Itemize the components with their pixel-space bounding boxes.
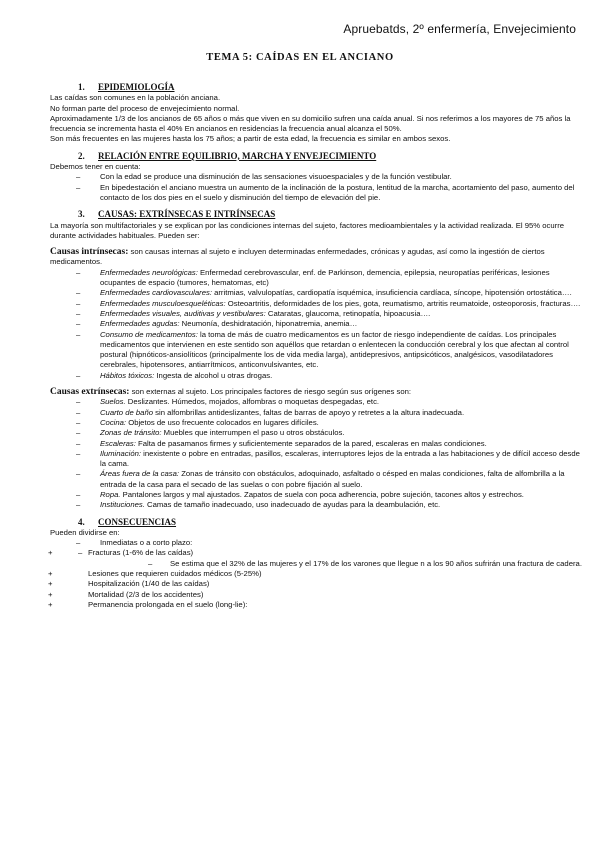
- list-item: – Enfermedades musculoesqueléticas: Osteoartritis, deformidades de los pies, gota, reumatismo, artritis reumatoide, osteoporosis, fracturas….: [88, 299, 585, 309]
- intrinsic-causes-heading: Causas intrínsecas:: [50, 247, 129, 258]
- list-item: – Enfermedades neurológicas: Enfermedad cerebrovascular, enf. de Parkinson, demencia, epilepsia, neuropatías periféricas, lesiones ocupantes de espacio (tumores, hematomas, etc): [88, 268, 585, 289]
- list-item: – Consumo de medicamentos: la toma de más de cuatro medicamentos es un factor de riesgo independiente de caídas. Los principales medicamentos que intervienen en este sentido son aquéllos que retardan o enlentecen la conducción cerebral y los que afectan al control postural (hipnóticos-ansiolíticos (principalmente los de vida media larga), antidepresivos, antipsicóticos, analgésicos, vasodilatadores cerebrales, hipotensores, antiarrítmicos, anticonvulsivantes, etc.: [88, 330, 585, 371]
- list-item: – Hábitos tóxicos: Ingesta de alcohol u otras drogas.: [88, 371, 585, 381]
- list-item: – Se estima que el 32% de las mujeres y el 17% de los varones que llegue n a los 90 años sufrirán una fractura de cadera.: [148, 558, 582, 568]
- extrinsic-causes-heading: Causas extrínsecas:: [50, 387, 130, 398]
- extrinsic-causes-intro: Causas extrínsecas: son externas al sujeto. Los principales factores de riesgo según sus orígenes son:: [50, 387, 412, 398]
- section-heading-epidemiologia: 1. EPIDEMIOLOGÍA: [78, 82, 175, 92]
- list-item: – Enfermedades visuales, auditivas y vestibulares: Cataratas, glaucoma, retinopatía, hipoacusia….: [88, 309, 585, 319]
- list-item: – Enfermedades cardiovasculares: arritmias, valvulopatías, cardiopatía isquémica, insuficiencia cardíaca, síncope, hipotensión ortostática….: [88, 288, 585, 298]
- list-item: – Suelos. Deslizantes. Húmedos, mojados, alfombras o moquetas despegadas, etc.: [88, 397, 585, 407]
- list-item: – Enfermedades agudas: Neumonía, deshidratación, hiponatremia, anemia…: [88, 319, 585, 329]
- section-heading-causas: 3. CAUSAS: EXTRÍNSECAS E INTRÍNSECAS: [78, 209, 276, 220]
- intrinsic-causes-list: [50, 268, 585, 381]
- list-item: – Áreas fuera de la casa: Zonas de tránsito con obstáculos, adoquinado, asfaltado o césped en malas condiciones, falta de alfombrilla a la entrada de la casa para el secado de las suelas o con pobre fijación al suelo.: [88, 469, 585, 490]
- document-header: Apruebatds, 2º enfermería, Envejecimiento: [343, 22, 576, 36]
- paragraph: Pueden dividirse en:: [50, 527, 120, 537]
- list-item: + Lesiones que requieren cuidados médicos (5-25%): [48, 569, 262, 579]
- page-title: TEMA 5: CAÍDAS EN EL ANCIANO: [206, 52, 394, 63]
- paragraph: Son más frecuentes en las mujeres hasta los 75 años; a partir de esta edad, la frecuencia es similar en ambos sexos.: [50, 134, 451, 144]
- list-item: – En bipedestación el anciano muestra un aumento de la inclinación de la postura, lentitud de la marcha, acortamiento del paso, aumento del contacto de los dos pies en el suelo y disminución del tiempo de elevación del pie.: [88, 183, 585, 204]
- list-item: – Iluminación: inexistente o pobre en entradas, pasillos, escaleras, interruptores lejos de la entrada a las habitaciones y de difícil acceso desde la cama.: [88, 449, 585, 470]
- list-item: – Ropa. Pantalones largos y mal ajustados. Zapatos de suela con poca adherencia, pobre sujeción, tacones altos y estrechos.: [88, 490, 585, 500]
- section-heading-relacion: 2. RELACIÓN ENTRE EQUILIBRIO, MARCHA Y ENVEJECIMIENTO: [78, 150, 377, 161]
- paragraph: La mayoría son multifactoriales y se explican por las condiciones internas del sujeto, factores medioambientales y la actividad realizada. El 95% ocurre durante actividades habituales. Pueden ser:: [50, 220, 565, 240]
- paragraph: Las caídas son comunes en la población anciana.: [50, 93, 221, 103]
- list-item: + Hospitalización (1/40 de las caídas): [48, 579, 210, 589]
- list-item: + Permanencia prolongada en el suelo (long-lie):: [48, 599, 248, 609]
- paragraph: Debemos tener en cuenta:: [50, 162, 141, 172]
- paragraph: No forman parte del proceso de envejecimiento normal.: [50, 103, 240, 113]
- list-item: – Escaleras: Falta de pasamanos firmes y suficientemente separados de la pared, escaleras en malas condiciones.: [88, 439, 585, 449]
- list-item: – Cocina: Objetos de uso frecuente colocados en lugares difíciles.: [88, 418, 585, 428]
- document-body: [50, 82, 585, 610]
- paragraph: Aproximadamente 1/3 de los ancianos de 65 años o más que viven en su domicilio sufren una caída anual. Si nos referimos a los mayores de 75 años la frecuencia se incrementa hasta el 40% En ancianos en residencias la frecuencia anual alcanza el 50%.: [50, 113, 571, 134]
- list-item: – Inmediatas o a corto plazo:: [88, 538, 585, 548]
- extrinsic-causes-list: [50, 397, 585, 510]
- list-item: – Zonas de tránsito: Muebles que interrumpen el paso u otros obstáculos.: [88, 428, 585, 438]
- consequences-list: [50, 538, 585, 548]
- list-item: + Mortalidad (2/3 de los accidentes): [48, 589, 204, 599]
- intrinsic-causes-intro: Causas intrínsecas: son causas internas al sujeto e incluyen determinadas enfermedades, crónicas y agudas, así como la ingestión de ciertos medicamentos.: [50, 247, 545, 267]
- bullet-list: [50, 172, 585, 203]
- section-heading-consecuencias: 4. CONSECUENCIAS: [78, 516, 177, 527]
- list-item: – Cuarto de baño sin alfombrillas antideslizantes, faltas de barras de apoyo y retretes a la altura inadecuada.: [88, 408, 585, 418]
- list-item: + – Fracturas (1-6% de las caídas): [48, 548, 194, 558]
- list-item: – Instituciones. Camas de tamaño inadecuado, uso inadecuado de ayudas para la deambulación, etc.: [88, 500, 585, 510]
- list-item: – Con la edad se produce una disminución de las sensaciones visuoespaciales y de la función vestibular.: [88, 172, 585, 182]
